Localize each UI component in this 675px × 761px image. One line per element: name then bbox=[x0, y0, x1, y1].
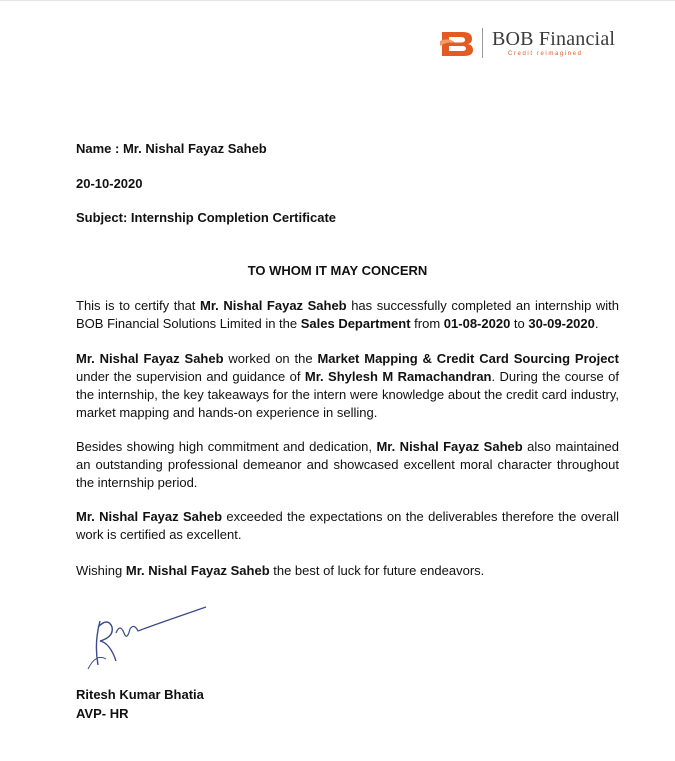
salutation-heading: TO WHOM IT MAY CONCERN bbox=[247, 263, 428, 278]
signatory-name: Ritesh Kumar Bhatia bbox=[76, 687, 204, 702]
paragraph-text: exceeded the expectations on the deliverables therefore the overall work is certified as excellent. bbox=[76, 509, 619, 542]
bold-text: Mr. Nishal Fayaz Saheb bbox=[199, 298, 347, 313]
letter-subject: Subject: Internship Completion Certificate bbox=[76, 210, 337, 225]
logo-tagline: Credit reimagined bbox=[508, 51, 583, 57]
handwritten-signature bbox=[86, 603, 210, 673]
paragraph-text: to bbox=[510, 316, 529, 331]
recipient-name: Name : Mr. Nishal Fayaz Saheb bbox=[76, 141, 267, 156]
bold-text: Market Mapping & Credit Card Sourcing Project bbox=[317, 351, 619, 366]
bold-text: Sales Department bbox=[300, 316, 411, 331]
paragraph-text: . During the course of the internship, the key takeaways for the intern were knowledge about the credit card industry, market mapping and hands-on experience in selling. bbox=[76, 369, 619, 420]
signatory-title: AVP- HR bbox=[76, 706, 129, 721]
paragraph-text: Wishing bbox=[76, 563, 126, 578]
letter-date: 20-10-2020 bbox=[76, 176, 143, 191]
bold-text: 30-09-2020 bbox=[528, 316, 595, 331]
logo-name: BOB Financial bbox=[492, 28, 616, 50]
bold-text: Mr. Shylesh M Ramachandran bbox=[304, 369, 492, 384]
logo-divider bbox=[482, 28, 483, 58]
paragraph-text: . bbox=[594, 316, 599, 331]
body-paragraph bbox=[76, 438, 619, 492]
paragraph-text: Besides showing high commitment and dedication, bbox=[76, 439, 377, 454]
bold-text: Mr. Nishal Fayaz Saheb bbox=[76, 509, 223, 524]
paragraph-text: This is to certify that bbox=[76, 298, 200, 313]
bob-logo-icon bbox=[439, 28, 475, 58]
paragraph-text: under the supervision and guidance of bbox=[76, 369, 305, 384]
body-paragraph bbox=[76, 350, 619, 422]
bold-text: Mr. Nishal Fayaz Saheb bbox=[125, 563, 270, 578]
body-paragraph bbox=[76, 562, 619, 580]
paragraph-text: the best of luck for future endeavors. bbox=[269, 563, 485, 578]
body-paragraph bbox=[76, 297, 619, 333]
bold-text: 01-08-2020 bbox=[443, 316, 511, 331]
company-logo bbox=[439, 27, 615, 59]
bold-text: Mr. Nishal Fayaz Saheb bbox=[76, 351, 224, 366]
paragraph-text: from bbox=[410, 316, 444, 331]
paragraph-text: also maintained an outstanding professional demeanor and showcased excellent moral character throughout the internship period. bbox=[76, 439, 620, 490]
paragraph-text: has successfully completed an internship with BOB Financial Solutions Limited in the bbox=[76, 298, 619, 331]
bold-text: Mr. Nishal Fayaz Saheb bbox=[376, 439, 523, 454]
paragraph-text: worked on the bbox=[223, 351, 318, 366]
body-paragraph bbox=[76, 508, 619, 544]
